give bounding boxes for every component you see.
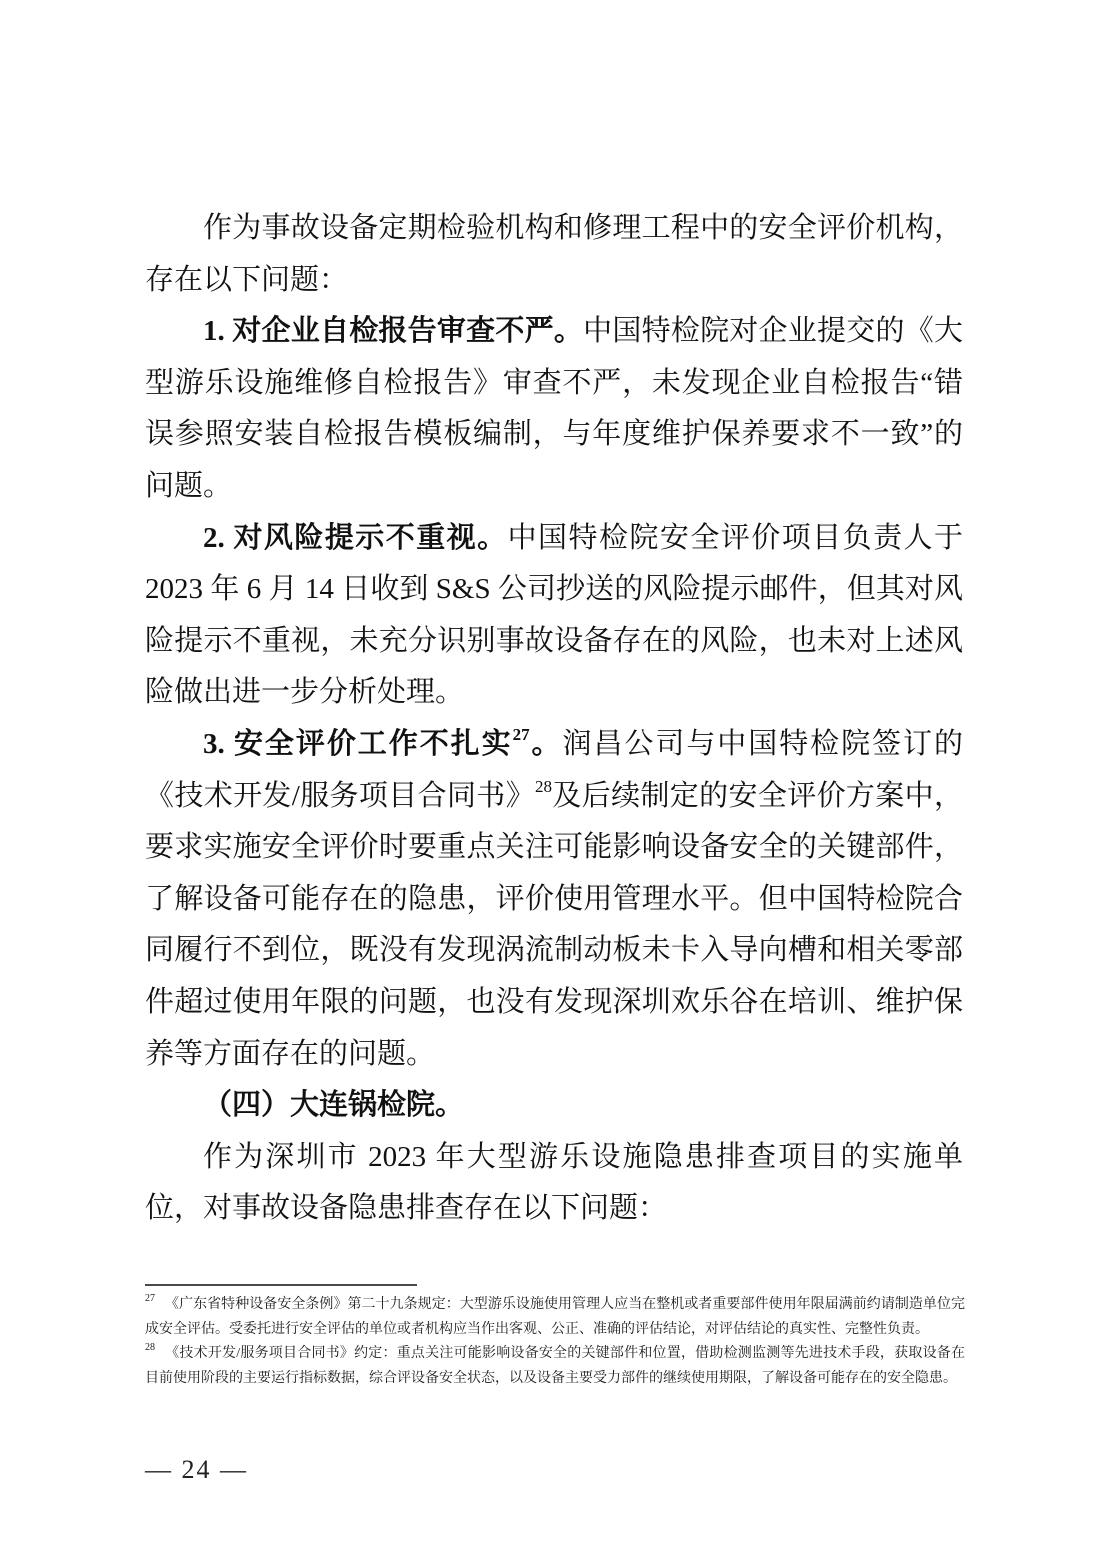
page-number: — 24 — — [145, 1455, 248, 1484]
item-2-lead: 2. 对风险提示不重视。 — [203, 521, 508, 554]
footnote-ref-28-icon: 28 — [535, 776, 553, 796]
section-heading-text: （四）大连锅检院。 — [203, 1089, 465, 1122]
item-3-lead-period: 。 — [529, 727, 563, 760]
footnote-28-marker: 28 — [145, 1342, 155, 1354]
numbered-item-1 — [145, 306, 963, 512]
footnote-28 — [145, 1342, 965, 1391]
footnote-27-text: 《广东省特种设备安全条例》第二十九条规定：大型游乐设施使用管理人应当在整机或者重要部件使用年限届满前约请制造单位完成安全评估。受委托进行安全评估的单位或者机构应当作出客观、公正、准确的评估结论，对评估结论的真实性、完整性负责。 — [145, 1297, 965, 1337]
paragraph-intro-text: 作为事故设备定期检验机构和修理工程中的安全评价机构，存在以下问题： — [145, 212, 963, 296]
item-1-text: 中国特检院对企业提交的《大型游乐设施维修自检报告》审查不严，未发现企业自检报告“错误参照安装自检报告模板编制，与年度维护保养要求不一致”的问题。 — [145, 315, 963, 502]
footnote-28-text: 《技术开发/服务项目合同书》约定：重点关注可能影响设备安全的关键部件和位置，借助检测监测等先进技术手段，获取设备在目前使用阶段的主要运行指标数据，综合评设备安全状态，以及设备主要受力部件的继续使用期限，了解设备可能存在的安全隐患。 — [145, 1346, 965, 1386]
footnote-27-marker: 27 — [145, 1293, 155, 1304]
footnote-27 — [145, 1293, 965, 1342]
section-heading — [145, 1080, 963, 1132]
paragraph-closing-text: 作为深圳市 2023 年大型游乐设施隐患排查项目的实施单位，对事故设备隐患排查存在以下问题： — [145, 1140, 963, 1225]
numbered-item-3 — [145, 719, 963, 1080]
item-3-lead-text: 3. 安全评价工作不扎实 — [203, 727, 513, 760]
paragraph-intro — [145, 203, 963, 306]
footnote-ref-27-icon: 27 — [512, 724, 530, 744]
item-1-lead: 1. 对企业自检报告审查不严。 — [203, 315, 584, 348]
document-body — [145, 203, 963, 1235]
paragraph-closing — [145, 1132, 963, 1235]
footnote-separator — [145, 1284, 417, 1286]
item-3-text-1: 润昌公司与中国特检院签订的《技术开发/服务项目合同书》 — [145, 727, 963, 812]
item-3-lead — [203, 724, 563, 760]
footnotes-section — [145, 1284, 965, 1391]
item-2-text: 中国特检院安全评价项目负责人于 2023 年 6 月 14 日收到 S&S 公司抄送的风险提示邮件，但其对风险提示不重视，未充分识别事故设备存在的风险，也未对上述风险做出进一步分析处理。 — [145, 521, 963, 709]
numbered-item-2 — [145, 513, 963, 719]
item-3-text-2: 及后续制定的安全评价方案中，要求实施安全评价时要重点关注可能影响设备安全的关键部件，了解设备可能存在的隐患，评价使用管理水平。但中国特检院合同履行不到位，既没有发现涡流制动板未卡入导向槽和相关零部件超过使用年限的问题，也没有发现深圳欢乐谷在培训、维护保养等方面存在的问题。 — [145, 779, 963, 1070]
